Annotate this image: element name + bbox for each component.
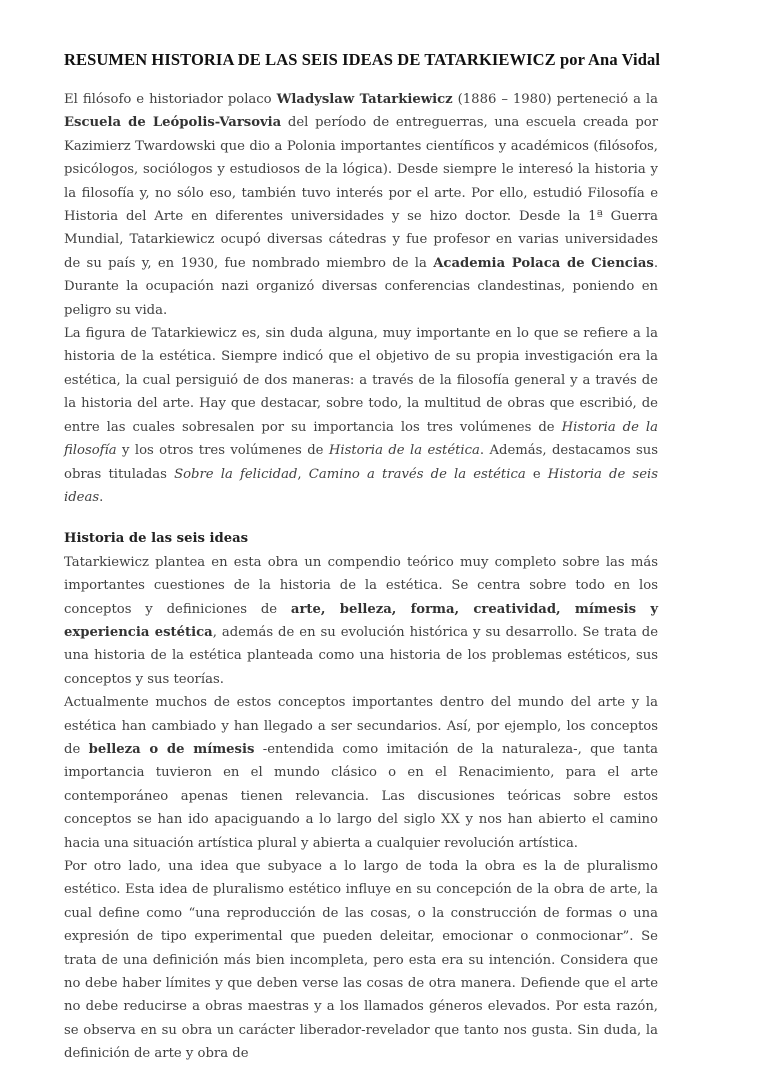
document-title: RESUMEN HISTORIA DE LAS SEIS IDEAS DE TATARKIEWICZ por Ana Vidal xyxy=(64,50,661,69)
text-run: Tatarkiewicz plantea en esta obra un compendio teórico muy completo sobre las más importantes cuestiones de la historia de la estética. Se centra sobre todo en los conceptos y definiciones de xyxy=(64,554,658,617)
document-page xyxy=(64,48,661,1066)
paragraph-overview xyxy=(64,551,658,691)
bold-school-name: Escuela de Leópolis-Varsovia xyxy=(64,115,282,131)
text-run: Por otro lado, una idea que subyace a lo largo de toda la obra es la de pluralismo estético. Esta idea de pluralismo estético influye en su concepción de la obra de arte, la cual define como “una reproducción de las cosas, o la construcción de formas o una expresión de tipo experimental que pueden deleitar, emocionar o conmocionar”. Se trata de una definición más bien incompleta, pero esta era su intención. Considera que no debe haber límites y que deben verse las cosas de otra manera. Defiende que el arte no debe reducirse a obras maestras y a los llamados géneros elevados. Por esta razón, se observa en su obra un carácter liberador-revelador que tanto nos gusta. Sin duda, la definición de arte y obra de xyxy=(64,859,658,1062)
text-run: (1886 – 1980) perteneció a la xyxy=(452,92,658,107)
text-run: Actualmente muchos de estos conceptos importantes dentro del mundo del arte y la estética han cambiado y han llegado a ser secundarios. Así, por ejemplo, los conceptos de xyxy=(64,695,658,757)
section-heading: Historia de las seis ideas xyxy=(64,531,249,547)
text-run: e xyxy=(525,466,548,482)
italic-book-title: Historia de la estética xyxy=(328,443,480,459)
text-run: -entendida como imitación de la naturaleza-, que tanta importancia tuvieron en el mundo clásico o en el Renacimiento, para el arte contemporáneo apenas tienen relevancia. Las discusiones teóricas sobre estos conceptos se han ido apaciguando a lo largo del siglo XX y nos han abierto el camino hacia una situación artística plural y abierta a cualquier revolución artística. xyxy=(64,741,658,851)
paragraph-concepts-change xyxy=(64,691,658,855)
text-run: La figura de Tatarkiewicz es, sin duda alguna, muy importante en lo que se refiere a la historia de la estética. Siempre indicó que el objetivo de su propia investigación era la estética, la cual persiguió de dos maneras: a través de la filosofía general y a través de la historia del arte. Hay que destacar, sobre todo, la multitud de obras que escribió, de entre las cuales sobresalen por su importancia los tres volúmenes de xyxy=(64,326,658,435)
text-run: El filósofo e historiador polaco xyxy=(64,92,277,107)
paragraph-biography xyxy=(64,88,658,322)
text-run: y los otros tres volúmenes de xyxy=(116,443,329,459)
text-run: . xyxy=(99,489,104,505)
bold-academy-name: Academia Polaca de Ciencias xyxy=(433,255,654,271)
paragraph-importance xyxy=(64,322,658,509)
bold-author-name: Wladyslaw Tatarkiewicz xyxy=(276,92,453,107)
text-run: , además de en su evolución histórica y su desarrollo. Se trata de una historia de la estética planteada como una historia de los problemas estéticos, sus conceptos y sus teorías. xyxy=(64,624,659,687)
bold-concepts-list: arte, belleza, forma, creatividad, mímesis y experiencia estética xyxy=(64,601,658,640)
italic-book-title: Camino a través de la estética xyxy=(308,466,526,482)
text-run: del período de entreguerras, una escuela creada por Kazimierz Twardowski que dio a Polonia importantes científicos y académicos (filósofos, psicólogos, sociólogos y estudiosos de la lógica). Desde siempre le interesó la historia y la filosofía y, no sólo eso, también tuvo interés por el arte. Por ello, estudió Filosofía e Historia del Arte en diferentes universidades y se hizo doctor. Desde la 1ª Guerra Mundial, Tatarkiewicz ocupó diversas cátedras y fue profesor en varias universidades de su país y, en 1930, fue nombrado miembro de la xyxy=(64,115,658,271)
italic-book-title: Sobre la felicidad xyxy=(174,466,298,482)
paragraph-pluralism xyxy=(64,855,658,1066)
text-run: , xyxy=(297,466,309,482)
italic-book-title: Historia de seis ideas xyxy=(64,466,658,505)
italic-book-title: Historia de la filosofía xyxy=(64,419,658,459)
text-run: . Durante la ocupación nazi organizó diversas conferencias clandestinas, poniendo en peligro su vida. xyxy=(64,255,659,318)
text-run: . Además, destacamos sus obras tituladas xyxy=(64,443,659,482)
bold-beauty-mimesis: belleza o de mímesis xyxy=(88,741,255,757)
